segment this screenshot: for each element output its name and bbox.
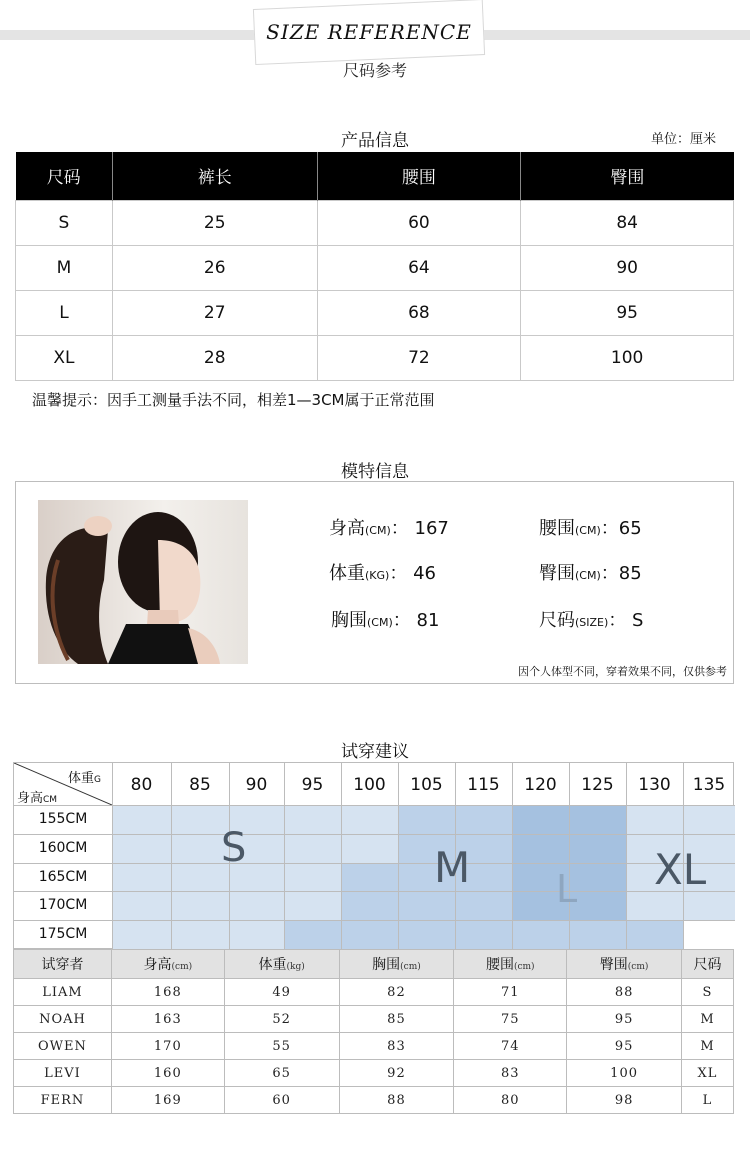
cell-size: L bbox=[682, 1087, 734, 1114]
size-zone-m: M bbox=[434, 843, 471, 892]
grid-cell bbox=[569, 920, 626, 950]
grid-cell bbox=[112, 891, 171, 920]
grid-cell bbox=[229, 920, 284, 950]
model-hip: 臀围(CM)：85 bbox=[539, 563, 642, 584]
weight-header: 130 bbox=[638, 775, 671, 795]
grid-cell bbox=[341, 834, 398, 863]
cell-hip: 88 bbox=[567, 979, 682, 1006]
grid-cell bbox=[683, 920, 735, 950]
grid-cell bbox=[569, 834, 626, 863]
weight-header: 105 bbox=[410, 775, 443, 795]
cell-hip: 95 bbox=[521, 290, 734, 335]
table-row bbox=[16, 290, 734, 335]
cell-hip: 95 bbox=[567, 1006, 682, 1033]
grid-cell bbox=[512, 920, 569, 950]
tryon-grid bbox=[13, 762, 734, 949]
grid-cell bbox=[683, 805, 735, 834]
height-label: 155CM bbox=[38, 811, 88, 827]
cell-height: 169 bbox=[111, 1087, 224, 1114]
weight-header: 125 bbox=[581, 775, 614, 795]
model-info-box bbox=[15, 481, 734, 684]
cell-length: 27 bbox=[112, 290, 317, 335]
cell-length: 26 bbox=[112, 245, 317, 290]
grid-cell bbox=[398, 891, 455, 920]
model-waist: 腰围(CM)：65 bbox=[539, 518, 642, 539]
model-height: 身高(CM)： 167 bbox=[329, 518, 449, 539]
grid-cell bbox=[229, 891, 284, 920]
grid-cell bbox=[112, 805, 171, 834]
column-header-waist: 腰围 bbox=[317, 152, 521, 200]
column-header-tester: 试穿者 bbox=[14, 950, 112, 979]
table-row bbox=[16, 335, 734, 380]
cell-waist: 64 bbox=[317, 245, 521, 290]
grid-cell bbox=[112, 863, 171, 891]
table-row bbox=[14, 1006, 734, 1033]
height-label: 160CM bbox=[38, 840, 88, 856]
cell-hip: 90 bbox=[521, 245, 734, 290]
grid-cell bbox=[171, 920, 229, 950]
cell-size: L bbox=[16, 290, 113, 335]
column-header-waist: 腰围(cm) bbox=[454, 950, 567, 979]
cell-height: 170 bbox=[111, 1033, 224, 1060]
cell-waist: 80 bbox=[454, 1087, 567, 1114]
cell-height: 168 bbox=[111, 979, 224, 1006]
cell-chest: 82 bbox=[339, 979, 454, 1006]
tester-header-row bbox=[14, 950, 734, 979]
grid-cell bbox=[512, 834, 569, 863]
cell-weight: 65 bbox=[224, 1060, 339, 1087]
model-disclaimer: 因个人体型不同，穿着效果不同，仅供参考 bbox=[518, 665, 727, 678]
grid-cell bbox=[626, 920, 683, 950]
grid-cell bbox=[398, 920, 455, 950]
cell-tester: NOAH bbox=[14, 1006, 112, 1033]
product-section-title: 产品信息 bbox=[341, 131, 409, 151]
model-photo-illustration bbox=[38, 500, 248, 664]
cell-waist: 75 bbox=[454, 1006, 567, 1033]
cell-hip: 100 bbox=[521, 335, 734, 380]
weight-header: 120 bbox=[524, 775, 557, 795]
column-header-size: 尺码 bbox=[16, 152, 113, 200]
cell-tester: FERN bbox=[14, 1087, 112, 1114]
cell-weight: 60 bbox=[224, 1087, 339, 1114]
cell-weight: 52 bbox=[224, 1006, 339, 1033]
weight-header: 95 bbox=[301, 775, 324, 795]
grid-cell bbox=[112, 920, 171, 950]
tryon-section-title: 试穿建议 bbox=[341, 742, 409, 762]
height-label: 165CM bbox=[38, 869, 88, 885]
cell-chest: 88 bbox=[339, 1087, 454, 1114]
cell-size: M bbox=[682, 1006, 734, 1033]
cell-waist: 72 bbox=[317, 335, 521, 380]
grid-cell bbox=[284, 891, 341, 920]
grid-cell bbox=[284, 834, 341, 863]
weight-header: 135 bbox=[692, 775, 726, 795]
grid-cell bbox=[341, 863, 398, 891]
cell-weight: 49 bbox=[224, 979, 339, 1006]
grid-cell bbox=[455, 920, 512, 950]
size-zone-s: S bbox=[221, 825, 247, 871]
column-header-size: 尺码 bbox=[682, 950, 734, 979]
grid-divider bbox=[14, 834, 735, 835]
grid-cell bbox=[341, 920, 398, 950]
table-row bbox=[16, 245, 734, 290]
model-weight: 体重(KG)： 46 bbox=[329, 563, 436, 584]
table-row bbox=[16, 200, 734, 245]
cell-hip: 84 bbox=[521, 200, 734, 245]
weight-header: 90 bbox=[245, 775, 268, 795]
model-section-title: 模特信息 bbox=[341, 462, 409, 482]
cell-tester: OWEN bbox=[14, 1033, 112, 1060]
cell-size: M bbox=[16, 245, 113, 290]
size-zone-xl: XL bbox=[654, 845, 707, 894]
grid-cell bbox=[284, 863, 341, 891]
cell-tester: LEVI bbox=[14, 1060, 112, 1087]
corner-weight-label: 体重G bbox=[68, 771, 101, 786]
column-header-height: 身高(cm) bbox=[111, 950, 224, 979]
grid-cell bbox=[512, 805, 569, 834]
model-size: 尺码(SIZE)： S bbox=[539, 610, 644, 631]
column-header-chest: 胸围(cm) bbox=[339, 950, 454, 979]
column-header-length: 裤长 bbox=[112, 152, 317, 200]
cell-weight: 55 bbox=[224, 1033, 339, 1060]
model-photo bbox=[38, 500, 248, 664]
cell-length: 25 bbox=[112, 200, 317, 245]
grid-divider bbox=[14, 863, 735, 864]
cell-height: 160 bbox=[111, 1060, 224, 1087]
table-row bbox=[14, 1060, 734, 1087]
grid-divider bbox=[14, 891, 735, 892]
grid-cell bbox=[683, 891, 735, 920]
table-header-row bbox=[16, 152, 734, 200]
cell-hip: 95 bbox=[567, 1033, 682, 1060]
grid-cell bbox=[455, 805, 512, 834]
cell-waist: 60 bbox=[317, 200, 521, 245]
cell-waist: 68 bbox=[317, 290, 521, 335]
cell-length: 28 bbox=[112, 335, 317, 380]
cell-size: XL bbox=[682, 1060, 734, 1087]
grid-cell bbox=[569, 863, 626, 891]
cell-size: S bbox=[16, 200, 113, 245]
cell-chest: 85 bbox=[339, 1006, 454, 1033]
cell-hip: 100 bbox=[567, 1060, 682, 1087]
tester-table bbox=[13, 949, 734, 1114]
cell-waist: 83 bbox=[454, 1060, 567, 1087]
cell-tester: LIAM bbox=[14, 979, 112, 1006]
grid-cell bbox=[284, 920, 341, 950]
corner-height-label: 身高CM bbox=[17, 791, 58, 806]
grid-cell bbox=[569, 891, 626, 920]
grid-cell bbox=[626, 891, 683, 920]
measurement-tip: 温馨提示：因手工测量手法不同，相差1—3CM属于正常范围 bbox=[32, 391, 435, 409]
cell-waist: 71 bbox=[454, 979, 567, 1006]
height-label: 175CM bbox=[38, 926, 88, 942]
page-subtitle: 尺码参考 bbox=[342, 61, 407, 80]
grid-cell bbox=[341, 891, 398, 920]
cell-hip: 98 bbox=[567, 1087, 682, 1114]
table-row bbox=[14, 1087, 734, 1114]
cell-chest: 92 bbox=[339, 1060, 454, 1087]
model-chest: 胸围(CM)： 81 bbox=[331, 610, 440, 631]
grid-cell bbox=[171, 891, 229, 920]
height-label: 170CM bbox=[38, 897, 88, 913]
page-title: SIZE REFERENCE bbox=[266, 20, 472, 44]
grid-cell bbox=[569, 805, 626, 834]
cell-size: M bbox=[682, 1033, 734, 1060]
grid-cell bbox=[112, 834, 171, 863]
cell-waist: 74 bbox=[454, 1033, 567, 1060]
weight-header: 80 bbox=[130, 775, 153, 795]
table-row bbox=[14, 979, 734, 1006]
grid-divider bbox=[14, 805, 735, 806]
grid-cell bbox=[284, 805, 341, 834]
grid-divider bbox=[14, 920, 735, 921]
column-header-weight: 体重(kg) bbox=[224, 950, 339, 979]
column-header-hip: 臀围 bbox=[521, 152, 734, 200]
cell-chest: 83 bbox=[339, 1033, 454, 1060]
grid-cell bbox=[398, 805, 455, 834]
grid-cell bbox=[341, 805, 398, 834]
product-size-table bbox=[15, 152, 734, 381]
weight-header: 100 bbox=[353, 775, 386, 795]
cell-size: XL bbox=[16, 335, 113, 380]
cell-height: 163 bbox=[111, 1006, 224, 1033]
size-zone-l: L bbox=[556, 867, 578, 911]
column-header-hip: 臀围(cm) bbox=[567, 950, 682, 979]
weight-header: 85 bbox=[189, 775, 211, 795]
grid-cell bbox=[626, 805, 683, 834]
cell-size: S bbox=[682, 979, 734, 1006]
grid-cell bbox=[455, 891, 512, 920]
table-row bbox=[14, 1033, 734, 1060]
unit-label: 单位：厘米 bbox=[650, 132, 716, 147]
weight-header: 115 bbox=[467, 775, 500, 795]
